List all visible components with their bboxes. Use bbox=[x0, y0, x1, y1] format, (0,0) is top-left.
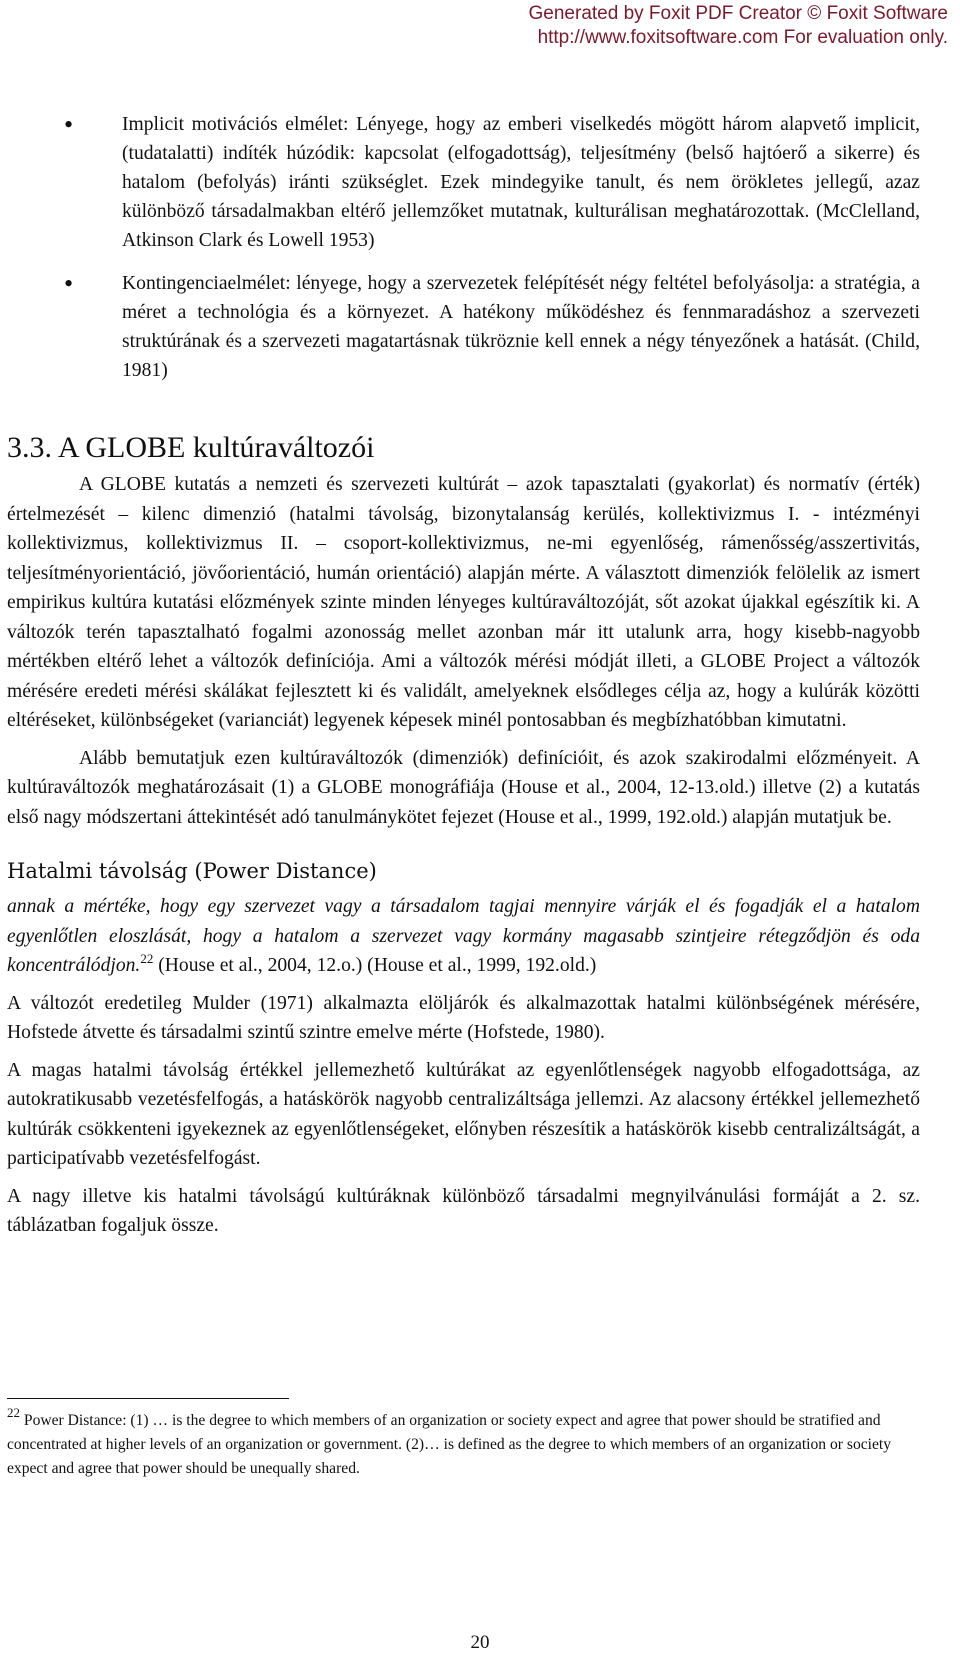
section-paragraph-1: A GLOBE kutatás a nemzeti és szervezeti kultúrát – azok tapasztalati (gyakorlat) és normatív (érték) értelmezését – kilenc dimenzió (hatalmi távolság, bizonytalanság kerülés, kollektivizmus I. - intézményi kollektivizmus, kollektivizmus II. – csoport-kollektivizmus, ne-mi egyenlőség, rámenősség/asszertivitás, teljesítményorientáció, jövőorientáció, humán orientáció) alapján mérte. A választott dimenziók felölelik az ismert empirikus kultúra kutatási előzmények szinte minden lényeges kultúraváltozóját, sőt azokat újakkal egészítik ki. A változók terén tapasztalható fogalmi azonosság mellet azonban már itt utalunk arra, hogy kisebb-nagyobb mértékben eltérő lehet a változók definíciója. Ami a változók mérési módját illeti, a GLOBE Project a változók mérésére eredeti mérési skálákat fejlesztett ki és validált, amelyeknek elsődleges célja az, hogy a kulúrák közötti eltéréseket, különbségeket (varianciát) legyenek képesek minél pontosabban és megbízhatóbban kimutatni. bbox=[7, 474, 920, 731]
page-number: 20 bbox=[470, 1632, 490, 1653]
section-heading: 3.3. A GLOBE kultúraváltozói bbox=[7, 431, 375, 464]
footnote-reference[interactable]: 22 bbox=[140, 951, 154, 966]
bullet-implicit-motivation: • Implicit motivációs elmélet: Lényege, hogy az emberi viselkedés mögött három alapvető implicit, (tudatalatti) indíték húzódik: kapcsolat (elfogadottság), teljesítmény (belső hajtóerő a sikerre) és hatalom (befolyás) iránti szükséglet. Ezek mindegyike tanult, és nem örökletes jellegű, azaz különböző társadalmakban eltérő jellemzőket mutatnak, kulturálisan meghatározottak. (McClelland, Atkinson Clark és Lowell 1953) bbox=[122, 110, 920, 255]
definition-paragraph bbox=[7, 892, 920, 981]
footnote-text: Power Distance: (1) … is the degree to which members of an organization or society expect and agree that power should be stratified and concentrated at higher levels of an organization or government. (2)… is defined as the degree to which members of an organization or society expect and agree that power should be unequally shared. bbox=[7, 1412, 892, 1477]
subsection-heading: Hatalmi távolság (Power Distance) bbox=[7, 859, 377, 883]
footnote-number: 22 bbox=[7, 1405, 20, 1420]
definition-italic: annak a mértéke, hogy egy szervezet vagy a társadalom tagjai mennyire várják el és fogadják el a hatalom egyenlőtlen eloszlását, hogy a hatalom a szervezet vagy kormány magasabb szintjeire rétegződjön és oda koncentrálódjon. bbox=[7, 896, 920, 976]
foxit-watermark bbox=[529, 2, 948, 50]
bullet-contingency-theory: • Kontingenciaelmélet: lényege, hogy a szervezetek felépítését négy feltétel befolyásolja: a stratégia, a méret a technológia és a környezet. A hatékony működéshez és fennmaradáshoz a szervezeti struktúrának és a szervezeti magatartásnak tükröznie kell ennek a négy tényezőnek a hatását. (Child, 1981) bbox=[122, 269, 920, 385]
footnote-divider bbox=[7, 1398, 289, 1399]
watermark-line-2: http://www.foxitsoftware.com For evaluation only. bbox=[537, 27, 948, 48]
footnote bbox=[7, 1405, 897, 1481]
watermark-line-1: Generated by Foxit PDF Creator © Foxit Software bbox=[528, 3, 948, 24]
subsection-paragraph-2: A magas hatalmi távolság értékkel jellemezhető kultúrákat az egyenlőtlenségek nagyobb elfogadottsága, az autokratikusabb vezetésfelfogás, a hatáskörök nagyobb centralizáltsága jellemzi. Az alacsony értékkel jellemezhető kultúrák csökkenteni igyekeznek az egyenlőtlenségeket, előnyben részesítik a hatáskörök kisebb centralizáltságát, a participatívabb vezetésfelfogást. bbox=[7, 1059, 920, 1169]
section-paragraph-2: Alább bemutatjuk ezen kultúraváltozók (dimenziók) definícióit, és azok szakirodalmi előzményeit. A kultúraváltozók meghatározásait (1) a GLOBE monográfiája (House et al., 2004, 12-13.old.) illetve (2) a kutatás első nagy módszertani áttekintését adó tanulmánykötet fejezet (House et al., 1999, 192.old.) alapján mutatjuk be. bbox=[7, 747, 920, 828]
page-body bbox=[0, 110, 960, 1241]
definition-citation: (House et al., 2004, 12.o.) (House et al., 1999, 192.old.) bbox=[153, 955, 597, 976]
subsection-paragraph-3: A nagy illetve kis hatalmi távolságú kultúráknak különböző társadalmi megnyilvánulási formáját a 2. sz. táblázatban fogaljuk össze. bbox=[7, 1185, 920, 1236]
subsection-paragraph-1: A változót eredetileg Mulder (1971) alkalmazta elöljárók és alkalmazottak hatalmi különbségének mérésére, Hofstede átvette és társadalmi szintű szintre emelve mérte (Hofstede, 1980). bbox=[7, 992, 920, 1043]
